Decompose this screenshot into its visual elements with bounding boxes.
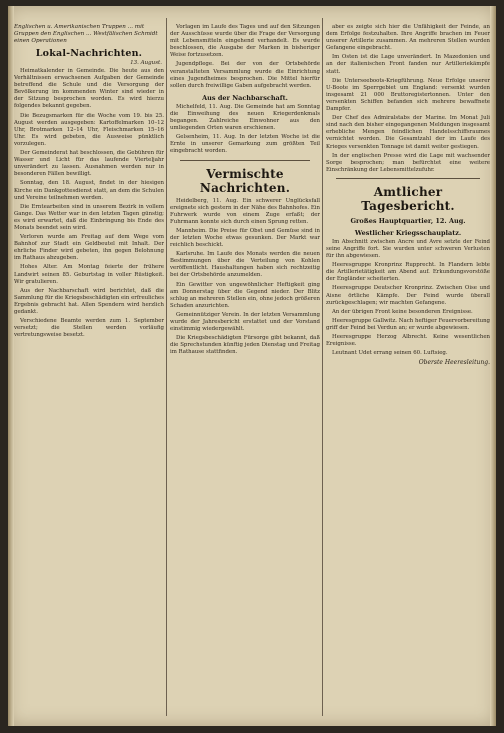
article-paragraph: Aus der Nachbarschaft wird berichtet, daß die Sammlung für die Kriegsbeschädigten ein erfreuliches Ergebnis gebracht hat. Allen Spendern wird herzlich gedankt.: [14, 287, 164, 315]
article-paragraph: Verschiedene Beamte werden zum 1. September versetzt; die Stellen werden vorläufig vertretungsweise besetzt.: [14, 318, 164, 339]
article-paragraph: aber es zeigte sich hier die Unfähigkeit der Feinde, an dem Erfolge festzuhalten. Ihre Angriffe brachen im Feuer unserer Artillerie zusammen. An mehreren Stellen wurden Gefangene eingebracht.: [326, 24, 490, 52]
article-paragraph: Sonntag, den 18. August, findet in der hiesigen Kirche ein Dankgottesdienst statt, an dem die Schulen und Vereine teilnehmen werden.: [14, 180, 164, 201]
article-paragraph: Michelfeld, 11. Aug. Die Gemeinde hat am Sonntag die Einweihung des neuen Kriegerdenkmals begangen. Zahlreiche Einwohner aus den umliegenden Orten waren erschienen.: [170, 103, 320, 132]
column-middle: [170, 24, 320, 718]
dateline: 13. August.: [130, 60, 162, 66]
column-rule: [166, 18, 167, 716]
section-headline-local: Lokal-Nachrichten.: [35, 48, 143, 59]
article-paragraph: Der Chef des Admiralstabs der Marine. Im Monat Juli sind nach den bisher eingegangenen Meldungen insgesamt erhebliche Mengen feindlichen Handelsschiffsraumes vernichtet worden. Die Gesamtzahl der im Laufe des Krieges versenkten Tonnage ist damit weiter gestiegen.: [326, 115, 490, 150]
section-divider: [180, 160, 310, 161]
section-divider: [336, 178, 480, 179]
article-paragraph: Verloren wurde am Freitag auf dem Wege vom Bahnhof zur Stadt ein Geldbeutel mit Inhalt. Der ehrliche Finder wird gebeten, ihn gegen Belohnung im Rathaus abzugeben.: [14, 234, 164, 262]
section-headline-neighborhood: Aus der Nachbarschaft.: [202, 93, 288, 102]
article-paragraph: Mannheim. Die Preise für Obst und Gemüse sind in der letzten Woche etwas gesunken. Der Markt war reichlich beschickt.: [170, 227, 320, 249]
article-paragraph: Heeresgruppe Herzog Albrecht. Keine wesentlichen Ereignisse.: [326, 334, 490, 348]
article-paragraph: Die Unterseeboots-Kriegführung. Neue Erfolge unserer U-Boote im Sperrgebiet um England: versenkt wurden insgesamt 21 000 Bruttoregistertonnen. Unter den versenkten Schiffen befanden sich mehrere bewaffnete Dampfer.: [326, 77, 490, 113]
column-left: [14, 24, 164, 718]
article-paragraph: Heimatkalender in Gemeinde. Die heute aus den Verhältnissen erwachsenen Aufgaben der Gemeinde betreffend die Schule und die Versorgung der Bevölkerung im kommenden Winter sind wieder in der Sitzung besprochen worden. Es wird hierzu folgendes bekannt gegeben.: [14, 68, 164, 110]
article-paragraph: Ein Gewitter von ungewöhnlicher Heftigkeit ging am Donnerstag über die Gegend nieder. Der Blitz schlug an mehreren Stellen ein, ohne jedoch größeren Schaden anzurichten.: [170, 281, 320, 309]
article-paragraph: Gelsenheim, 11. Aug. In der letzten Woche ist die Ernte in unserer Gemarkung zum größten Teil eingebracht worden.: [170, 134, 320, 155]
article-paragraph: Leutnant Udet errang seinen 60. Luftsieg.: [332, 350, 448, 357]
article-paragraph: Heeresgruppe Gallwitz. Nach heftiger Feuervorbereitung griff der Feind bei Verdun an; er wurde abgewiesen.: [326, 317, 490, 331]
article-paragraph: Gemeinnütziger Verein. In der letzten Versammlung wurde der Jahresbericht erstattet und der Vorstand einstimmig wiedergewählt.: [170, 311, 320, 333]
column-rule: [322, 18, 323, 716]
intro-text: Englischen u. Amerikanischen Truppen ... mit Gruppen den Englischen ... Westfälischen Schmidt einen Operationen: [14, 24, 158, 44]
article-paragraph: Im Abschnitt zwischen Ancre und Avre setzte der Feind seine Angriffe fort. Sie wurden unter schweren Verlusten für ihn abgewiesen.: [326, 238, 490, 260]
article-paragraph: An der übrigen Front keine besonderen Ereignisse.: [332, 308, 473, 315]
article-paragraph: Heeresgruppe Deutscher Kronprinz. Zwischen Oise und Aisne örtliche Kämpfe. Der Feind wurde überall zurückgeschlagen; wir machten Gefangene.: [326, 285, 490, 306]
article-paragraph: Die Bezugsmarken für die Woche vom 19. bis 25. August werden ausgegeben: Kartoffelmarken 10–12 Uhr, Brotmarken 12–14 Uhr, Fleischmarken 15–16 Uhr. Es wird gebeten, die Ausweise pünktlich vorzulegen.: [14, 112, 164, 147]
section-headline-official-report: Amtlicher Tagesbericht.: [361, 184, 455, 213]
article-paragraph: Die Erntearbeiten sind in unserem Bezirk in vollem Gange. Das Wetter war in den letzten Tagen günstig; es wird erwartet, daß die Einbringung bis Ende des Monats beendet sein wird.: [14, 203, 164, 231]
newspaper-page: [8, 6, 496, 726]
report-signature: Oberste Heeresleitung.: [418, 359, 490, 367]
article-paragraph: Heeresgruppe Kronprinz Rupprecht. In Flandern lebte die Artillerietätigkeit am Abend auf. Erkundungsvorstöße der Engländer scheiterten.: [326, 262, 490, 283]
article-paragraph: Vorlagen im Laufe des Tages und auf den Sitzungen der Ausschüsse wurde über die Frage der Versorgung mit Lebensmitteln eingehend verhandelt. Es wurde beschlossen, die Ausgabe der Marken in bisheriger Weise fortzusetzen.: [170, 24, 320, 59]
headquarters-line: Großes Hauptquartier, 12. Aug.: [350, 216, 466, 225]
page-margin-right: [490, 6, 496, 726]
subsection-western-front: Westlicher Kriegsschauplatz.: [354, 228, 462, 237]
article-paragraph: Die Kriegsbeschädigten Fürsorge gibt bekannt, daß die Sprechstunden künftig jeden Dienstag und Freitag im Rathause stattfinden.: [170, 335, 320, 356]
article-paragraph: Heidelberg, 11. Aug. Ein schwerer Unglücksfall ereignete sich gestern in der Nähe des Bahnhofes. Ein Fuhrwerk wurde von einem Zuge erfaßt; der Fuhrmann konnte sich durch einen Sprung retten.: [170, 197, 320, 225]
column-right: [326, 24, 490, 718]
section-headline-misc: Vermischte Nachrichten.: [199, 166, 291, 195]
article-paragraph: In der englischen Presse wird die Lage mit wachsender Sorge besprochen; man befürchtet eine weitere Einschränkung der Lebensmittelzufuhr.: [326, 152, 490, 173]
article-paragraph: Karlsruhe. Im Laufe des Monats werden die neuen Bestimmungen über die Verteilung von Kohlen veröffentlicht. Haushaltungen haben sich rechtzeitig bei der Ortsbehörde anzumelden.: [170, 251, 320, 279]
article-paragraph: Hohes Alter. Am Montag feierte der frühere Landwirt seinen 85. Geburtstag in voller Rüstigkeit. Wir gratulieren.: [14, 264, 164, 285]
article-paragraph: Jugendpflege. Bei der von der Ortsbehörde veranstalteten Versammlung wurde die Einrichtung eines Jugendheimes besprochen. Die Mittel hierfür sollen durch freiwillige Gaben aufgebracht werden.: [170, 61, 320, 89]
article-paragraph: Der Gemeinderat hat beschlossen, die Gebühren für Wasser und Licht für das laufende Vierteljahr unverändert zu lassen. Ausnahmen werden nur in besonderen Fällen bewilligt.: [14, 150, 164, 178]
article-paragraph: Im Osten ist die Lage unverändert. In Mazedonien und an der italienischen Front fanden nur Artilleriekämpfe statt.: [326, 54, 490, 75]
